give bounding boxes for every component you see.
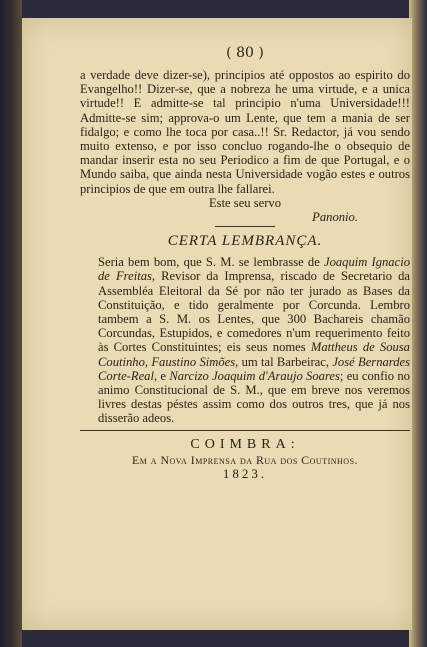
- imprint-press: Em a Nova Imprensa da Rua dos Coutinhos.: [132, 452, 358, 467]
- section-divider: [215, 226, 275, 227]
- imprint-rule: [80, 430, 410, 431]
- letter-paragraph: a verdade deve dizer-se), principios até oppostos ao espirito do Evangelho!! Dizer-se, que a nobreza he uma virtude, e a unica virtude!! E admitte-se tal principio n'uma Universidade!!! Admitte-se sim; approva-o um Lente, que tem a mania de ser fidalgo; e como lhe toca por casa..!! Sr. Redactor, já vou sendo muito extenso, e por isso concluo rogando-lhe o obsequio de mandar inserir esta no seu Periodico a fim de que Portugal, e o Mundo saiba, que ainda nesta Universidade vogão estes e outros principios de que em outra lhe fallarei.: [80, 68, 410, 196]
- lembranca-text-2: , Revisor da Imprensa, riscado de Secretario da Assembléa Eleitoral da Sé por não ter jurado as Bases da Constituição, e tido geralmente por Corcunda. Lembro tambem a S. M. os Lentes, que 300 Bachareis chamão Corcundas, Estupidos, e comedores n'um requerimento feito às Cortes Constituintes; eis seus nomes: [98, 269, 410, 355]
- book-page: [22, 18, 412, 630]
- person-name: Joaquim Ignacio de Freitas: [98, 255, 410, 284]
- person-name: Faustino Simões: [151, 354, 236, 369]
- imprint-year: 1823.: [222, 465, 268, 481]
- lembranca-paragraph: [80, 255, 410, 425]
- page-number: ( 80 ): [226, 45, 264, 61]
- lembranca-text-5: , e: [153, 368, 170, 383]
- person-name: Narcizo Joaquim d'Araujo Soares: [169, 368, 340, 383]
- imprint-city: COIMBRA:: [190, 436, 300, 452]
- person-name: José Bernardes Corte-Real: [98, 354, 411, 383]
- page-content: [80, 46, 410, 481]
- lembranca-text-4: , um tal Barbeirac,: [235, 354, 333, 369]
- section-title: CERTA LEMBRANÇA.: [167, 233, 323, 250]
- lembranca-text-1: Seria bem bom, que S. M. se lembrasse de: [98, 255, 324, 270]
- closing-line: Este seu servo: [208, 195, 282, 210]
- lembranca-text-6: ; eu confio no animo Constitucional de S. M., que em breve nos veremos livres destas péstes assim como dos outros tres, que já nos disserão adeos.: [98, 368, 410, 426]
- book-spine: [0, 0, 22, 647]
- person-name: Mattheus de Sousa Coutinho: [98, 340, 410, 369]
- lembranca-text-3: ,: [144, 354, 152, 369]
- signature-name: Panonio.: [312, 210, 358, 225]
